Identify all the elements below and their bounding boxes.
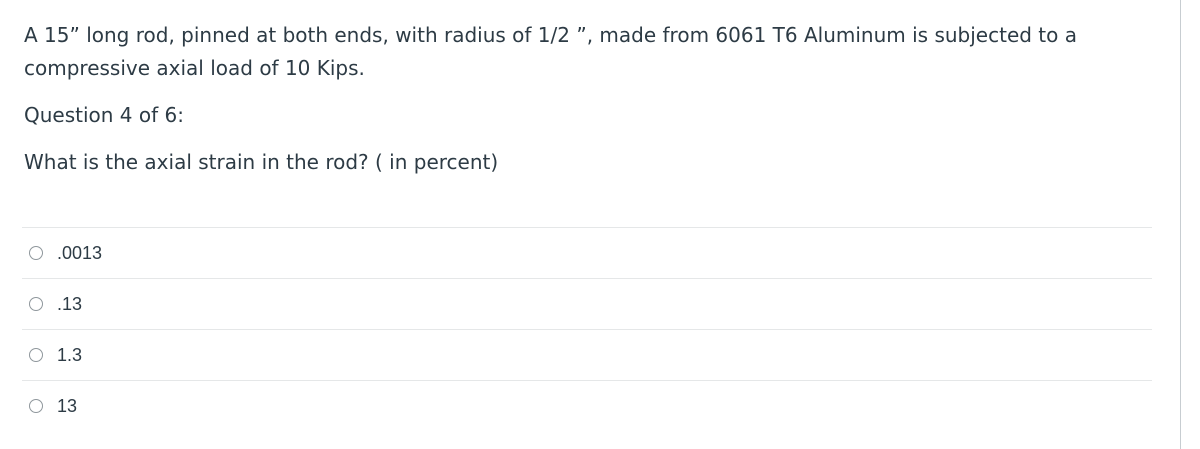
answer-option[interactable] — [22, 278, 1152, 329]
problem-text: A 15” long rod, pinned at both ends, with radius of 1/2 ”, made from 6061 T6 Aluminum is subjected to a compressive axial load of 10 Kips. — [24, 23, 1077, 80]
answer-label: 1.3 — [57, 344, 83, 365]
radio-button-icon[interactable] — [29, 348, 43, 362]
question-stem — [24, 19, 1164, 179]
question-number: Question 4 of 6: — [24, 103, 184, 127]
radio-button-icon[interactable] — [29, 246, 43, 260]
answer-label: .0013 — [57, 242, 103, 263]
question-prompt: What is the axial strain in the rod? ( in percent) — [24, 150, 499, 174]
radio-button-icon[interactable] — [29, 297, 43, 311]
radio-button-icon[interactable] — [29, 399, 43, 413]
answer-option[interactable] — [22, 227, 1152, 278]
answer-option[interactable] — [22, 329, 1152, 380]
answer-label: 13 — [57, 395, 78, 416]
answer-option[interactable] — [22, 380, 1152, 431]
card-border — [1180, 0, 1181, 449]
answer-label: .13 — [57, 293, 83, 314]
answer-list — [22, 227, 1152, 431]
